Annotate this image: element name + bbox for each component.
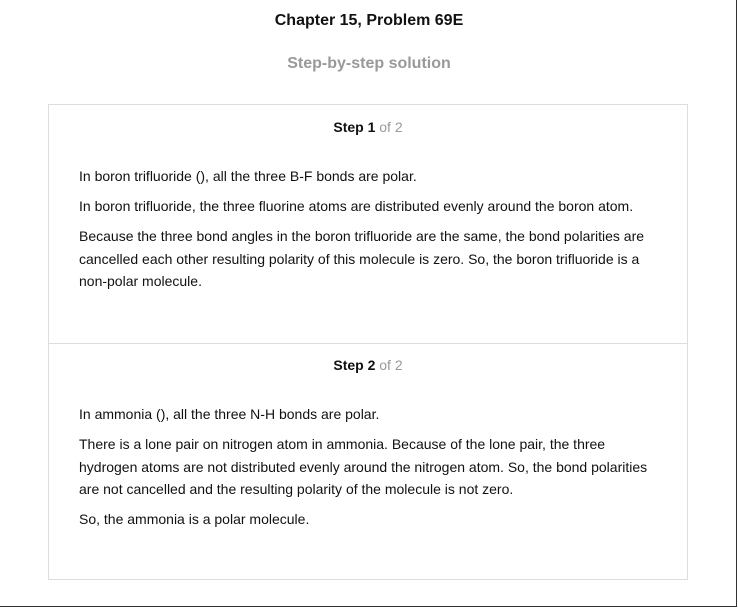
step-1-count: of 2 xyxy=(379,119,403,135)
step-2-paragraph: So, the ammonia is a polar molecule. xyxy=(79,511,310,527)
step-1-paragraph: Because the three bond angles in the boron trifluoride are the same, the bond polarities are cancelled each other resulting polarity of this molecule is zero. So, the boron trifluoride is a non-polar molecule. xyxy=(79,228,645,289)
step-1-label: Step 1 xyxy=(333,119,376,135)
step-2-count: of 2 xyxy=(379,357,403,373)
page-title: Chapter 15, Problem 69E xyxy=(274,12,464,29)
step-1-paragraph: In boron trifluoride (), all the three B-F bonds are polar. xyxy=(79,168,417,184)
step-1-paragraph: In boron trifluoride, the three fluorine atoms are distributed evenly around the boron atom. xyxy=(79,198,634,214)
step-1-section xyxy=(49,105,687,344)
solution-subtitle: Step-by-step solution xyxy=(287,55,451,72)
step-2-header xyxy=(49,357,687,373)
step-2-body xyxy=(79,403,659,538)
step-2-section xyxy=(49,343,687,579)
step-1-header xyxy=(49,119,687,135)
step-2-paragraph: There is a lone pair on nitrogen atom in ammonia. Because of the lone pair, the three hydrogen atoms are not distributed evenly around the nitrogen atom. So, the bond polarities are not cancelled and the resulting polarity of the molecule is not zero. xyxy=(79,436,648,497)
step-1-body xyxy=(79,165,659,300)
solution-steps-panel xyxy=(48,104,688,580)
step-2-label: Step 2 xyxy=(333,357,376,373)
step-2-paragraph: In ammonia (), all the three N-H bonds are polar. xyxy=(79,406,380,422)
